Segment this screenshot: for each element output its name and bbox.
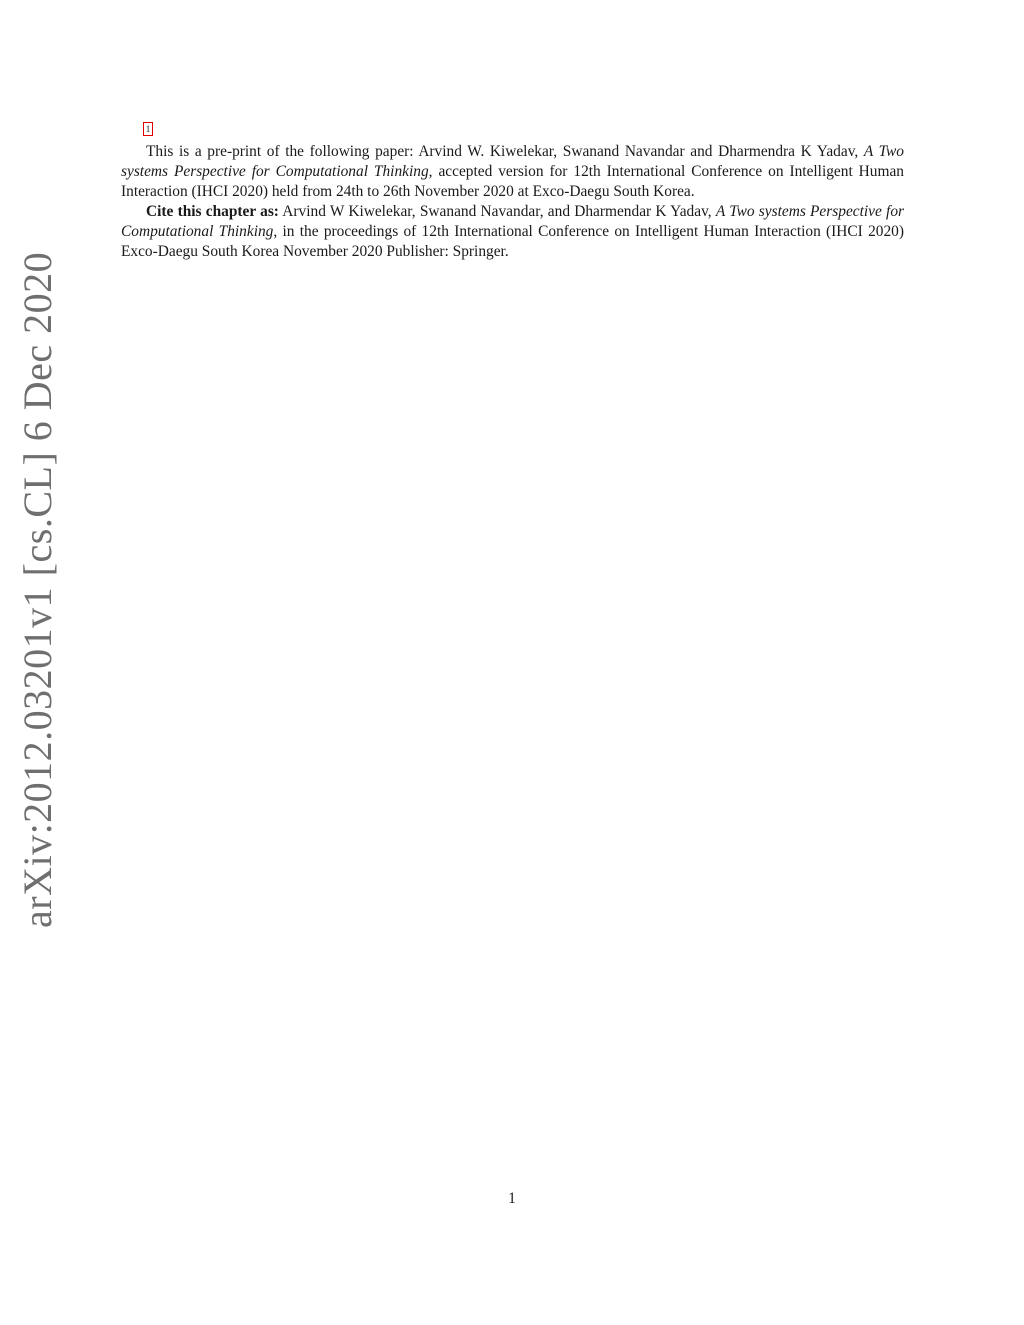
citation-paragraph bbox=[121, 202, 904, 262]
citation-text-before: Arvind W Kiwelekar, Swanand Navandar, and Dharmendar K Yadav, bbox=[278, 203, 716, 220]
preprint-paragraph bbox=[121, 142, 904, 202]
paper-title: A Two systems Perspective for Computational Thinking, bbox=[121, 143, 904, 180]
arxiv-identifier-stamp: arXiv:2012.03201v1 [cs.CL] 6 Dec 2020 bbox=[15, 251, 60, 928]
preprint-text-after: accepted version for 12th International Conference on Intelligent Human Interaction (IHCI 2020) held from 24th to 26th November 2020 at Exco-Daegu South Korea. bbox=[121, 163, 904, 200]
preprint-text-before: This is a pre-print of the following paper: Arvind W. Kiwelekar, Swanand Navandar and Dharmendra K Yadav, bbox=[146, 143, 864, 160]
citation-paper-title: A Two systems Perspective for Computational Thinking bbox=[121, 203, 904, 240]
preprint-notice bbox=[121, 142, 904, 262]
citation-label: Cite this chapter as: bbox=[146, 203, 279, 220]
footnote-link-marker[interactable]: 1 bbox=[143, 122, 153, 136]
citation-text-after: , in the proceedings of 12th International Conference on Intelligent Human Interaction (IHCI 2020) Exco-Daegu South Korea November 2020 Publisher: Springer. bbox=[121, 223, 904, 260]
page-number: 1 bbox=[508, 1190, 516, 1207]
